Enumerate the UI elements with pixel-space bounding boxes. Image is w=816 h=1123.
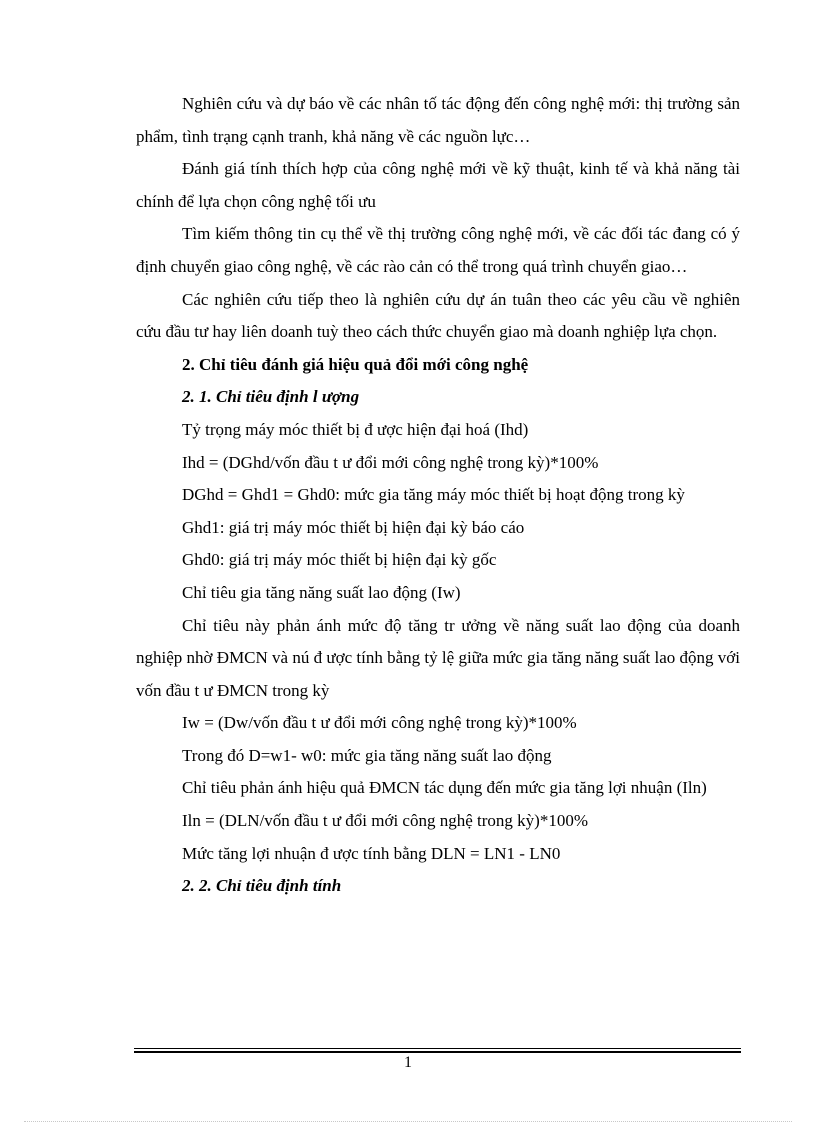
paragraph-profit-increase: Mức tăng lợi nhuận đ ược tính bằng DLN = LN1 - LN0 (182, 843, 561, 863)
subsection-heading-quantitative: 2. 1. Chỉ tiêu định l ượng (182, 387, 360, 407)
paragraph-ghd0: Ghd0: giá trị máy móc thiết bị hiện đại kỳ gốc (182, 550, 497, 570)
paragraph-search-info: Tìm kiếm thông tin cụ thể về thị trường công nghệ mới, về các đối tác đang có ý định chuyển giao công nghệ, về các rào cản có thể trong quá trình chuyển giao… (136, 224, 740, 276)
paragraph-iln-indicator: Chỉ tiêu phản ánh hiệu quả ĐMCN tác dụng đến mức gia tăng lợi nhuận (Iln) (182, 778, 707, 798)
paragraph-iw-indicator: Chỉ tiêu gia tăng năng suất lao động (Iw) (182, 582, 461, 602)
page-number: 1 (404, 1054, 412, 1071)
paragraph-iw-delta: Trong đó D=w1- w0: mức gia tăng năng suất lao động (182, 745, 552, 765)
body-text (136, 88, 740, 903)
paragraph-next-research: Các nghiên cứu tiếp theo là nghiên cứu dự án tuân theo các yêu cầu về nghiên cứu đầu tư hay liên doanh tuỳ theo cách thức chuyển giao mà doanh nghiệp lựa chọn. (136, 289, 740, 342)
paragraph-ghd1: Ghd1: giá trị máy móc thiết bị hiện đại kỳ báo cáo (182, 517, 525, 537)
formula-ihd: Ihd = (DGhd/vốn đầu t ư đổi mới công nghệ trong kỳ)*100% (182, 452, 599, 472)
formula-iln: Iln = (DLN/vốn đầu t ư đổi mới công nghệ trong kỳ)*100% (182, 811, 588, 831)
formula-iw: Iw = (Dw/vốn đầu t ư đổi mới công nghệ trong kỳ)*100% (182, 713, 577, 733)
footer-rule-thin (134, 1048, 741, 1049)
paragraph-ihd-ratio: Tỷ trọng máy móc thiết bị đ ược hiện đại hoá (Ihd) (182, 419, 529, 439)
paragraph-assess-suitability: Đánh giá tính thích hợp của công nghệ mới về kỹ thuật, kinh tế và khả năng tài chính để lựa chọn công nghệ tối ưu (136, 159, 740, 211)
subsection-heading-qualitative: 2. 2. Chỉ tiêu định tính (182, 876, 342, 896)
page-bottom-dotted-line (24, 1121, 792, 1122)
paragraph-iw-explanation: Chỉ tiêu này phản ánh mức độ tăng tr ưởng về năng suất lao động của doanh nghiệp nhờ ĐMCN và nú đ ược tính bằng tỷ lệ giữa mức gia tăng năng suất lao động với vốn đầu t ư ĐMCN trong kỳ (136, 615, 740, 700)
paragraph-dghd: DGhd = Ghd1 = Ghd0: mức gia tăng máy móc thiết bị hoạt động trong kỳ (182, 485, 685, 505)
paragraph-research-factors: Nghiên cứu và dự báo về các nhân tố tác động đến công nghệ mới: thị trường sản phẩm, tình trạng cạnh tranh, khả năng về các nguồn lực… (136, 94, 740, 146)
section-heading: 2. Chỉ tiêu đánh giá hiệu quả đổi mới công nghệ (182, 354, 529, 374)
